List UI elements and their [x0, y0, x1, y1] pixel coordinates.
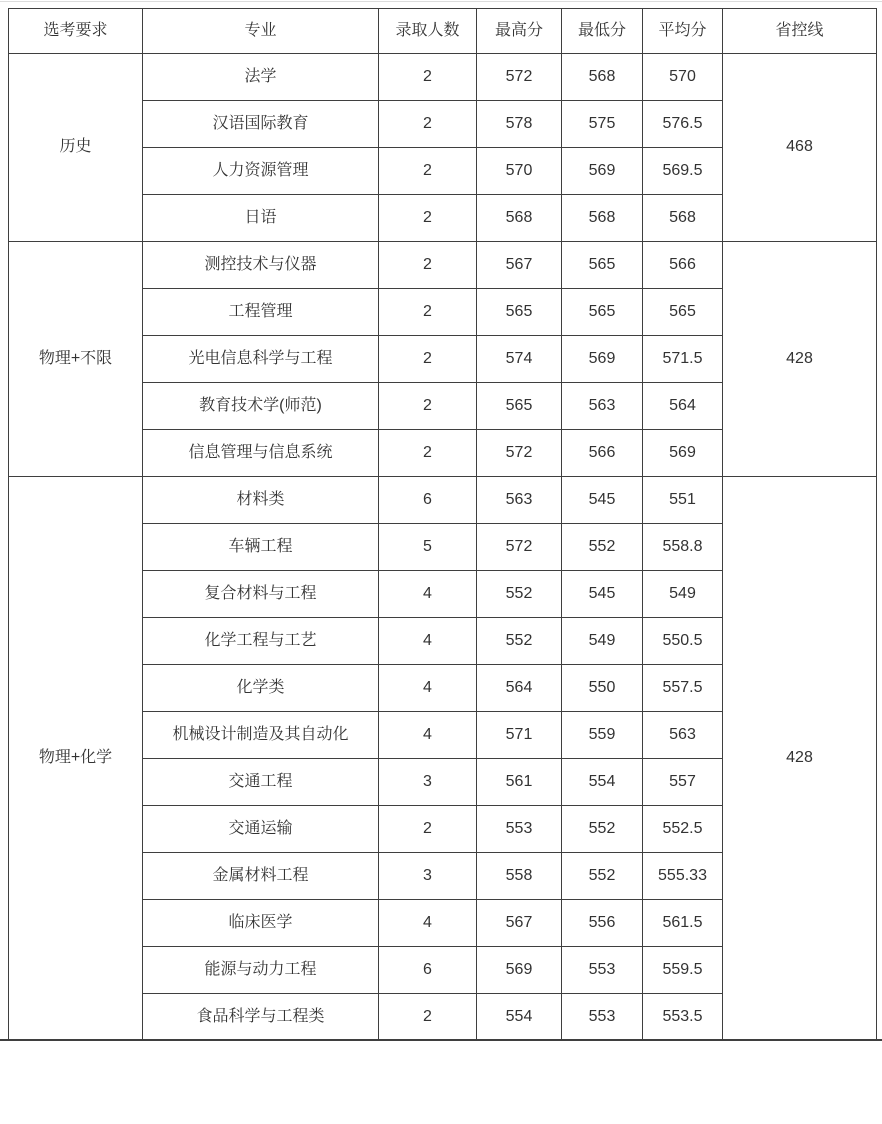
avg-score-cell: 563: [643, 712, 723, 759]
min-score-cell: 550: [562, 665, 643, 712]
requirement-cell: 历史: [9, 54, 143, 242]
table-row: [9, 54, 877, 101]
avg-score-cell: 576.5: [643, 101, 723, 148]
min-score-cell: 563: [562, 383, 643, 430]
admitted-count-cell: 4: [379, 571, 477, 618]
max-score-cell: 563: [477, 477, 562, 524]
admitted-count-cell: 2: [379, 336, 477, 383]
avg-score-cell: 557.5: [643, 665, 723, 712]
major-cell: 食品科学与工程类: [143, 994, 379, 1041]
min-score-cell: 575: [562, 101, 643, 148]
header-row: [9, 9, 877, 54]
avg-score-cell: 558.8: [643, 524, 723, 571]
major-cell: 临床医学: [143, 900, 379, 947]
major-cell: 化学类: [143, 665, 379, 712]
major-cell: 测控技术与仪器: [143, 242, 379, 289]
min-score-cell: 568: [562, 195, 643, 242]
min-score-cell: 569: [562, 148, 643, 195]
max-score-cell: 572: [477, 54, 562, 101]
avg-score-cell: 550.5: [643, 618, 723, 665]
min-score-cell: 553: [562, 994, 643, 1041]
max-score-cell: 570: [477, 148, 562, 195]
avg-score-cell: 565: [643, 289, 723, 336]
avg-score-cell: 569.5: [643, 148, 723, 195]
major-cell: 信息管理与信息系统: [143, 430, 379, 477]
max-score-cell: 565: [477, 289, 562, 336]
major-cell: 材料类: [143, 477, 379, 524]
major-cell: 汉语国际教育: [143, 101, 379, 148]
max-score-cell: 558: [477, 853, 562, 900]
admitted-count-cell: 3: [379, 853, 477, 900]
max-score-cell: 572: [477, 430, 562, 477]
min-score-cell: 549: [562, 618, 643, 665]
max-score-cell: 554: [477, 994, 562, 1041]
control-line-cell: 468: [723, 54, 877, 242]
admitted-count-cell: 2: [379, 195, 477, 242]
avg-score-cell: 570: [643, 54, 723, 101]
avg-score-cell: 555.33: [643, 853, 723, 900]
max-score-cell: 552: [477, 571, 562, 618]
admitted-count-cell: 4: [379, 712, 477, 759]
table-row: [9, 477, 877, 524]
major-cell: 人力资源管理: [143, 148, 379, 195]
avg-score-cell: 566: [643, 242, 723, 289]
admitted-count-cell: 2: [379, 806, 477, 853]
major-cell: 化学工程与工艺: [143, 618, 379, 665]
avg-score-cell: 551: [643, 477, 723, 524]
header-cell-3: 最高分: [477, 9, 562, 54]
min-score-cell: 545: [562, 477, 643, 524]
major-cell: 交通工程: [143, 759, 379, 806]
major-cell: 日语: [143, 195, 379, 242]
header-cell-6: 省控线: [723, 9, 877, 54]
min-score-cell: 568: [562, 54, 643, 101]
max-score-cell: 572: [477, 524, 562, 571]
min-score-cell: 569: [562, 336, 643, 383]
avg-score-cell: 549: [643, 571, 723, 618]
header-cell-1: 专业: [143, 9, 379, 54]
avg-score-cell: 561.5: [643, 900, 723, 947]
min-score-cell: 552: [562, 524, 643, 571]
major-cell: 教育技术学(师范): [143, 383, 379, 430]
max-score-cell: 578: [477, 101, 562, 148]
header-cell-0: 选考要求: [9, 9, 143, 54]
control-line-cell: 428: [723, 242, 877, 477]
min-score-cell: 553: [562, 947, 643, 994]
max-score-cell: 565: [477, 383, 562, 430]
bottom-divider: [0, 1039, 882, 1041]
max-score-cell: 571: [477, 712, 562, 759]
table-row: [9, 242, 877, 289]
major-cell: 工程管理: [143, 289, 379, 336]
avg-score-cell: 571.5: [643, 336, 723, 383]
admitted-count-cell: 5: [379, 524, 477, 571]
max-score-cell: 567: [477, 242, 562, 289]
major-cell: 光电信息科学与工程: [143, 336, 379, 383]
admitted-count-cell: 2: [379, 101, 477, 148]
avg-score-cell: 568: [643, 195, 723, 242]
admitted-count-cell: 2: [379, 242, 477, 289]
max-score-cell: 561: [477, 759, 562, 806]
top-divider: [0, 1, 882, 2]
min-score-cell: 554: [562, 759, 643, 806]
max-score-cell: 552: [477, 618, 562, 665]
admitted-count-cell: 4: [379, 665, 477, 712]
avg-score-cell: 552.5: [643, 806, 723, 853]
avg-score-cell: 569: [643, 430, 723, 477]
max-score-cell: 568: [477, 195, 562, 242]
header-cell-4: 最低分: [562, 9, 643, 54]
avg-score-cell: 553.5: [643, 994, 723, 1041]
avg-score-cell: 564: [643, 383, 723, 430]
admitted-count-cell: 2: [379, 430, 477, 477]
major-cell: 车辆工程: [143, 524, 379, 571]
major-cell: 复合材料与工程: [143, 571, 379, 618]
avg-score-cell: 557: [643, 759, 723, 806]
major-cell: 金属材料工程: [143, 853, 379, 900]
min-score-cell: 556: [562, 900, 643, 947]
admitted-count-cell: 4: [379, 900, 477, 947]
admitted-count-cell: 6: [379, 477, 477, 524]
min-score-cell: 552: [562, 806, 643, 853]
control-line-cell: 428: [723, 477, 877, 1041]
max-score-cell: 574: [477, 336, 562, 383]
admitted-count-cell: 2: [379, 383, 477, 430]
major-cell: 能源与动力工程: [143, 947, 379, 994]
major-cell: 机械设计制造及其自动化: [143, 712, 379, 759]
min-score-cell: 565: [562, 289, 643, 336]
header-cell-2: 录取人数: [379, 9, 477, 54]
requirement-cell: 物理+不限: [9, 242, 143, 477]
max-score-cell: 553: [477, 806, 562, 853]
min-score-cell: 565: [562, 242, 643, 289]
requirement-cell: 物理+化学: [9, 477, 143, 1041]
min-score-cell: 545: [562, 571, 643, 618]
admitted-count-cell: 2: [379, 994, 477, 1041]
admitted-count-cell: 4: [379, 618, 477, 665]
avg-score-cell: 559.5: [643, 947, 723, 994]
major-cell: 交通运输: [143, 806, 379, 853]
admitted-count-cell: 2: [379, 148, 477, 195]
max-score-cell: 569: [477, 947, 562, 994]
admitted-count-cell: 2: [379, 54, 477, 101]
max-score-cell: 567: [477, 900, 562, 947]
admitted-count-cell: 6: [379, 947, 477, 994]
min-score-cell: 566: [562, 430, 643, 477]
max-score-cell: 564: [477, 665, 562, 712]
admission-score-table: [8, 8, 877, 1041]
admitted-count-cell: 3: [379, 759, 477, 806]
admitted-count-cell: 2: [379, 289, 477, 336]
min-score-cell: 559: [562, 712, 643, 759]
major-cell: 法学: [143, 54, 379, 101]
min-score-cell: 552: [562, 853, 643, 900]
header-cell-5: 平均分: [643, 9, 723, 54]
